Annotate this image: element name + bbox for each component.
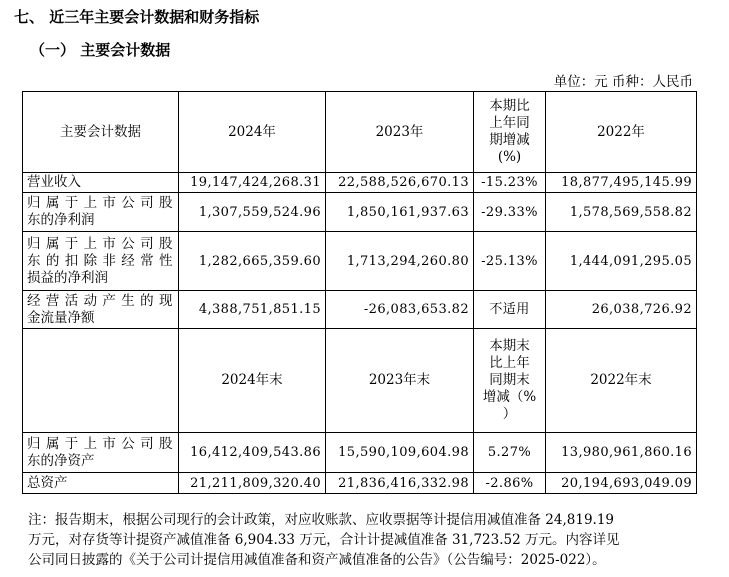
value-2024: 1,282,665,359.60 [179, 232, 326, 291]
header-2023: 2023年 [326, 92, 474, 173]
value-2022: 18,877,495,145.99 [546, 173, 697, 193]
value-2023: 15,590,109,604.98 [326, 433, 474, 473]
header-change [474, 92, 546, 173]
value-change: 不适用 [474, 291, 546, 329]
header-change-line: 上年同 [489, 115, 530, 131]
row-label [23, 193, 179, 232]
row-label [23, 433, 179, 473]
table-header-row [23, 92, 697, 173]
row-label-line: 东的净资产 [27, 452, 95, 469]
header-change-line: 本期末 [489, 338, 530, 354]
header-change-line: 比上年 [489, 355, 530, 371]
table-row [23, 433, 697, 473]
row-label-line: 经营活动产生的现 [27, 292, 174, 309]
footnote [28, 510, 700, 570]
row-label [23, 291, 179, 329]
value-2024: 1,307,559,524.96 [179, 193, 326, 232]
row-label [23, 173, 179, 193]
table-row [23, 232, 697, 291]
value-change: -25.13% [474, 232, 546, 291]
value-2023: 1,713,294,260.80 [326, 232, 474, 291]
value-2022: 26,038,726.92 [546, 291, 697, 329]
header-change-line: 同期末 [489, 372, 530, 388]
value-change: 5.27% [474, 433, 546, 473]
subsection-title: （一） 主要会计数据 [30, 41, 171, 59]
header-change-line: 本期比 [489, 98, 530, 114]
table-row [23, 291, 697, 329]
header-2024-end: 2024年末 [179, 329, 326, 433]
row-label-line: 东的净利润 [27, 212, 95, 228]
header-2024: 2024年 [179, 92, 326, 173]
main-accounting-data-table [22, 91, 697, 494]
footnote-line: 注：报告期末，根据公司现行的会计政策，对应收账款、应收票据等计提信用减值准备 24,819.19 [28, 512, 614, 528]
row-label-line: 营业收入 [27, 174, 81, 190]
header-change-line: 期增减 [489, 132, 530, 148]
row-label [23, 232, 179, 291]
row-label-line: 归属于上市公司股 [27, 195, 174, 211]
section-title: 七、 近三年主要会计数据和财务指标 [14, 8, 260, 26]
table-row [23, 173, 697, 193]
table-row [23, 473, 697, 494]
value-2024: 4,388,751,851.15 [179, 291, 326, 329]
header-change-line: 增减（% [482, 389, 537, 405]
value-2024: 16,412,409,543.86 [179, 433, 326, 473]
row-label-line: 损益的净利润 [27, 269, 108, 286]
value-2023: 22,588,526,670.13 [326, 173, 474, 193]
header-change-line: ） [502, 406, 517, 422]
header-2022-end: 2022年末 [546, 329, 697, 433]
footnote-line: 公司同日披露的《关于公司计提信用减值准备和资产减值准备的公告》（公告编号：2025-022）。 [28, 552, 606, 568]
header-change-end [474, 329, 546, 433]
footnote-line: 万元，对存货等计提资产减值准备 6,904.33 万元，合计计提减值准备 31,723.52 万元。内容详见 [28, 532, 620, 548]
table-header-row [23, 329, 697, 433]
value-change: -29.33% [474, 193, 546, 232]
header-item: 主要会计数据 [23, 92, 179, 173]
row-label-line: 归属于上市公司股 [27, 235, 174, 252]
value-change: -2.86% [474, 473, 546, 494]
header-change-line: (%) [497, 149, 522, 165]
value-2023: 1,850,161,937.63 [326, 193, 474, 232]
value-2024: 19,147,424,268.31 [179, 173, 326, 193]
value-2024: 21,211,809,320.40 [179, 473, 326, 494]
value-change: -15.23% [474, 173, 546, 193]
row-label-line: 总资产 [27, 474, 68, 491]
value-2022: 1,444,091,295.05 [546, 232, 697, 291]
row-label-line: 金流量净额 [27, 309, 95, 326]
value-2022: 1,578,569,558.82 [546, 193, 697, 232]
value-2023: 21,836,416,332.98 [326, 473, 474, 494]
header-2022: 2022年 [546, 92, 697, 173]
header-empty-cell [23, 329, 179, 433]
row-label-line: 归属于上市公司股 [27, 435, 174, 452]
row-label-line: 东的扣除非经常性 [27, 252, 174, 269]
value-2022: 20,194,693,049.09 [546, 473, 697, 494]
row-label [23, 473, 179, 494]
unit-currency-line: 单位：元 币种：人民币 [553, 74, 693, 90]
header-2023-end: 2023年末 [326, 329, 474, 433]
table-row [23, 193, 697, 232]
value-2023: -26,083,653.82 [326, 291, 474, 329]
value-2022: 13,980,961,860.16 [546, 433, 697, 473]
